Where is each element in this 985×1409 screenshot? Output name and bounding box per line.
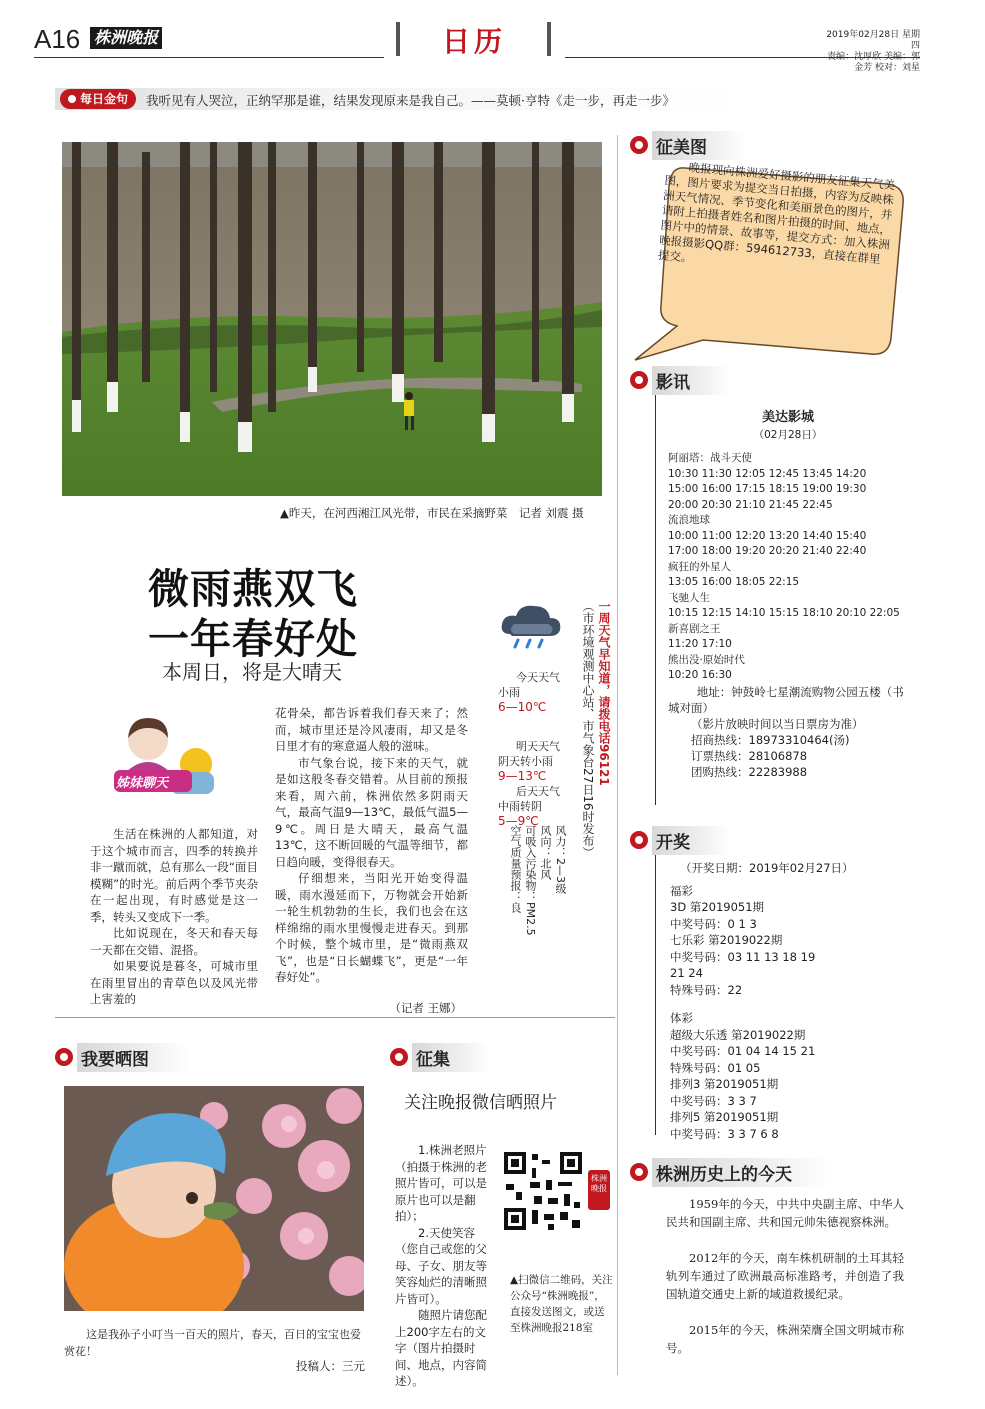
history-entry: 2015年的今天，株洲荣膺全国文明城市称号。 bbox=[666, 1323, 904, 1355]
history-entry: 1959年的今天，中共中央副主席、中华人民共和国副主席、共和国元帅朱德视察株洲。 bbox=[666, 1197, 904, 1229]
bullet-icon bbox=[68, 95, 76, 103]
today-weather-title: 今天天气 bbox=[516, 671, 560, 684]
subheadline: 本周日，将是大晴天 bbox=[162, 660, 342, 684]
yingxun-rule bbox=[655, 395, 656, 805]
page-number: A16 bbox=[34, 24, 81, 54]
lottery-group-title: 福彩 bbox=[670, 883, 693, 898]
movie-times: 17:00 18:00 19:20 20:20 21:40 22:40 bbox=[668, 545, 867, 557]
article-paragraph: 比如说现在，冬天和春天每一天都在交错、混搭。 bbox=[90, 926, 258, 957]
section-label: 影讯 bbox=[652, 366, 730, 395]
section-header-yingxun bbox=[630, 368, 730, 392]
main-photo bbox=[62, 142, 602, 496]
article-paragraph: 生活在株洲的人都知道，对于这个城市而言，四季的转换并非一蹴而就，总有那么一段“面目模糊”的时光。前后两个季节夹杂在一起出现，有时感觉是这一季，转头又变成下一季。 bbox=[90, 827, 258, 924]
lottery-group-title: 体彩 bbox=[670, 1011, 693, 1025]
cinema-hotline: 招商热线：18973310464(汤) bbox=[691, 732, 850, 747]
section-header-shaitu bbox=[55, 1045, 189, 1069]
lottery-rule bbox=[655, 855, 656, 1135]
history-entry: 2012年的今天，南车株机研制的土耳其轻轨列车通过了欧洲最高标准路考，并创造了我国轨道交通史上新的域道救援纪录。 bbox=[666, 1251, 904, 1301]
lottery-numbers: 中奖号码：03 11 13 18 19 bbox=[670, 949, 816, 964]
article-paragraph: 花骨朵，都告诉着我们春天来了；然而，城市里还是冷风凄雨，却又是冬日里才有的寒意逼人般的滋味。 bbox=[275, 706, 468, 753]
newspaper-logo: 株洲晚报 bbox=[90, 27, 162, 49]
qr-badge: 株洲晚报 bbox=[591, 1174, 607, 1193]
tomorrow-weather-temp: 9—13℃ bbox=[498, 769, 547, 783]
section-header-history bbox=[630, 1160, 832, 1184]
lottery-numbers: 中奖号码：3 3 7 bbox=[670, 1093, 757, 1108]
zhengmeitu-text: 晚报现向株洲爱好摄影的朋友征集天气美图，图片要求为提交当日拍摄，内容为反映株洲天气情况、季节变化和美丽景色的图片，并请附上拍摄者姓名和图片拍摄的时间、地点，图片中的情景、故事等，提交方式：加入株洲晚报摄影QQ群：594612733，直接在群里提交。 bbox=[657, 160, 896, 267]
air-quality: 空气质量预报：良 bbox=[509, 825, 522, 913]
lottery-special: 特殊号码：01 05 bbox=[670, 1060, 761, 1075]
article-column-left bbox=[90, 826, 258, 1008]
movie-title: 新喜剧之王 bbox=[668, 622, 721, 635]
pollutant: 可吸入污染物：PM2.5 bbox=[524, 825, 537, 936]
lottery-game: 超级大乐透 第2019022期 bbox=[670, 1027, 806, 1042]
zhengji-item: 2.天使笑容（您自己或您的父母、子女、朋友等笑容灿烂的清晰照片皆可）。 bbox=[395, 1225, 487, 1306]
baby-with-blossoms-illustration bbox=[64, 1086, 364, 1311]
section-label: 开奖 bbox=[652, 826, 730, 855]
dayafter-weather-cond: 中雨转阴 bbox=[498, 800, 542, 813]
bullet-icon bbox=[55, 1048, 73, 1066]
weather-vertical-info bbox=[580, 600, 612, 990]
cinema-name: 美达影城 bbox=[761, 410, 814, 425]
tomorrow-weather-title: 明天天气 bbox=[516, 740, 560, 753]
lottery-special: 特殊号码：22 bbox=[670, 982, 743, 997]
article-column-middle bbox=[275, 705, 468, 1016]
today-weather-temp: 6—10℃ bbox=[498, 700, 547, 714]
section-label: 征美图 bbox=[652, 131, 747, 160]
lottery-numbers: 中奖号码：3 3 7 6 8 bbox=[670, 1126, 779, 1141]
wechat-qr-code[interactable] bbox=[502, 1150, 612, 1232]
weather-source: （市环境观测中心站、市气象台27日16时发布） bbox=[581, 600, 595, 859]
cinema-address: 地址：钟鼓岭七星潮流购物公园五楼（书城对面） bbox=[668, 684, 904, 715]
columnist-logo-text: 姊妹聊天 bbox=[116, 776, 169, 791]
lottery-date: （开奖日期：2019年02月27日） bbox=[680, 861, 854, 875]
section-label: 我要晒图 bbox=[77, 1043, 189, 1072]
wind-force: 风力：2—3级 bbox=[554, 825, 567, 894]
bullet-icon bbox=[630, 136, 648, 154]
article-paragraph: 市气象台说，接下来的天气，就是如这般冬春交错着。从目前的预报来看，周六前，株洲依然多阴雨天气，最高气温9—13℃，最低气温5—9℃。周日是大晴天，最高气温13℃，这不断回暖的气温等细节，都日趋向暖，变得很春天。 bbox=[275, 755, 468, 869]
cinema-date: （02月28日） bbox=[753, 428, 823, 441]
lottery-game: 七乐彩 第2019022期 bbox=[670, 933, 783, 947]
daily-quote-text: 我听见有人哭泣，正纳罕那是谁，结果发现原来是我自己。——莫顿·亨特《走一步，再走一步》 bbox=[146, 93, 675, 108]
daily-quote-tag-label: 每日金句 bbox=[79, 92, 128, 106]
column-divider bbox=[617, 135, 618, 1375]
cinema-listings bbox=[668, 410, 908, 780]
movie-times: 13:05 16:00 18:05 22:15 bbox=[668, 576, 800, 588]
section-divider bbox=[55, 1017, 615, 1018]
history-text bbox=[666, 1195, 904, 1357]
movie-times: 10:15 12:15 14:10 15:15 18:10 20:10 22:05 bbox=[668, 607, 900, 619]
shaitu-caption: 这是我孙子小叮当一百天的照片，春天，百日的宝宝也爱赏花！ bbox=[64, 1328, 361, 1358]
bullet-icon bbox=[630, 831, 648, 849]
movie-times: 10:00 11:00 12:20 13:20 14:40 15:40 bbox=[668, 529, 867, 542]
zhengji-item: 1.株洲老照片（拍摄于株洲的老照片皆可，可以是原片也可以是翻拍）； bbox=[395, 1143, 487, 1223]
bullet-icon bbox=[630, 371, 648, 389]
lottery-game: 排列5 第2019051期 bbox=[670, 1110, 779, 1124]
zhengji-text bbox=[395, 1142, 493, 1390]
header-divider-right bbox=[547, 22, 551, 56]
riverside-photo-illustration bbox=[62, 142, 602, 496]
weather-hotline: 一周天气早知道，请拨电话96121 bbox=[597, 600, 611, 786]
dayafter-weather-title: 后天天气 bbox=[516, 785, 560, 798]
movie-times: 20:00 20:30 21:10 21:45 22:45 bbox=[668, 498, 833, 511]
movie-title: 阿丽塔：战斗天使 bbox=[668, 452, 752, 464]
lottery-game: 3D 第2019051期 bbox=[670, 900, 765, 914]
zhengji-title: 关注晚报微信晒照片 bbox=[404, 1093, 557, 1113]
cinema-note: （影片放映时间以当日票房为准） bbox=[691, 716, 864, 731]
movie-times: 11:20 17:10 bbox=[668, 638, 732, 650]
columnist-logo bbox=[100, 712, 220, 812]
movie-title: 流浪地球 bbox=[668, 514, 710, 526]
dayafter-weather-temp: 5—9℃ bbox=[498, 814, 539, 828]
section-label: 征集 bbox=[412, 1043, 490, 1072]
main-photo-caption: ▲昨天，在河西湘江风光带，市民在采摘野菜 记者 刘震 摄 bbox=[280, 506, 584, 520]
article-byline: （记者 王娜） bbox=[389, 1000, 462, 1015]
header-meta bbox=[820, 30, 920, 74]
section-header-lottery bbox=[630, 828, 730, 852]
shaitu-contributor: 投稿人：三元 bbox=[296, 1359, 365, 1373]
movie-times: 10:30 11:30 12:05 12:45 13:45 14:20 bbox=[668, 467, 867, 480]
section-header-zhengmeitu bbox=[630, 133, 747, 157]
lottery-results bbox=[670, 860, 910, 1142]
wind-direction: 风向：北风 bbox=[539, 825, 552, 880]
movie-title: 疯狂的外星人 bbox=[668, 560, 731, 573]
columnist-avatar-icon bbox=[100, 712, 220, 812]
qr-caption: ▲扫微信二维码，关注公众号“株洲晚报”，直接发送图文，或送至株洲晚报218室 bbox=[510, 1274, 613, 1334]
article-paragraph: 如果要说是暮冬，可城市里在雨里冒出的青草色以及风光带上害羞的 bbox=[90, 959, 258, 1006]
movie-times: 10:20 16:30 bbox=[668, 669, 732, 681]
cinema-hotline: 团购热线：22283988 bbox=[691, 764, 808, 779]
headline-line1: 微雨燕双飞 bbox=[148, 565, 358, 613]
tomorrow-weather-cond: 阴天转小雨 bbox=[498, 755, 553, 768]
movie-title: 飞驰人生 bbox=[668, 591, 710, 604]
lottery-numbers: 中奖号码：0 1 3 bbox=[670, 916, 757, 931]
movie-title: 熊出没·原始时代 bbox=[668, 653, 745, 666]
editor-credits: 责编：沈厚欣 美编：郭金芳 校对：刘星 bbox=[827, 52, 920, 73]
header-rule-left bbox=[34, 57, 384, 58]
section-label: 株洲历史上的今天 bbox=[652, 1158, 832, 1187]
baby-photo bbox=[64, 1086, 364, 1311]
movie-times: 15:00 16:00 17:15 18:15 19:00 19:30 bbox=[668, 483, 867, 495]
zhengji-item: 随照片请您配上200字左右的文字（图片拍摄时间、地点，内容简述）。 bbox=[395, 1308, 487, 1388]
issue-date: 2019年02月28日 星期四 bbox=[826, 30, 920, 51]
section-title: 日历 bbox=[442, 25, 507, 58]
lottery-numbers: 21 24 bbox=[670, 966, 703, 980]
bullet-icon bbox=[390, 1048, 408, 1066]
header-divider-left bbox=[396, 22, 400, 56]
bullet-icon bbox=[630, 1163, 648, 1181]
article-paragraph: 仔细想来，当阳光开始变得温暖，雨水漫延而下，万物就会开始新一轮生机勃勃的生长，我们也会在这样绵绵的雨水里慢慢走进春天。到那个时候，整个城市里，是“微雨燕双飞”，也是“日长蝴蝶飞”，更是“一年春好处”。 bbox=[275, 871, 468, 984]
lottery-game: 排列3 第2019051期 bbox=[670, 1077, 779, 1091]
weather-details bbox=[508, 825, 568, 995]
rain-cloud-icon bbox=[500, 600, 564, 650]
today-weather-cond: 小雨 bbox=[498, 686, 520, 699]
headline-line2: 一年春好处 bbox=[148, 615, 358, 663]
weather-forecast bbox=[498, 670, 578, 829]
daily-quote-tag bbox=[60, 89, 136, 109]
cinema-hotline: 订票热线：28106878 bbox=[691, 748, 808, 763]
lottery-numbers: 中奖号码：01 04 14 15 21 bbox=[670, 1044, 816, 1058]
section-header-zhengji bbox=[390, 1045, 490, 1069]
